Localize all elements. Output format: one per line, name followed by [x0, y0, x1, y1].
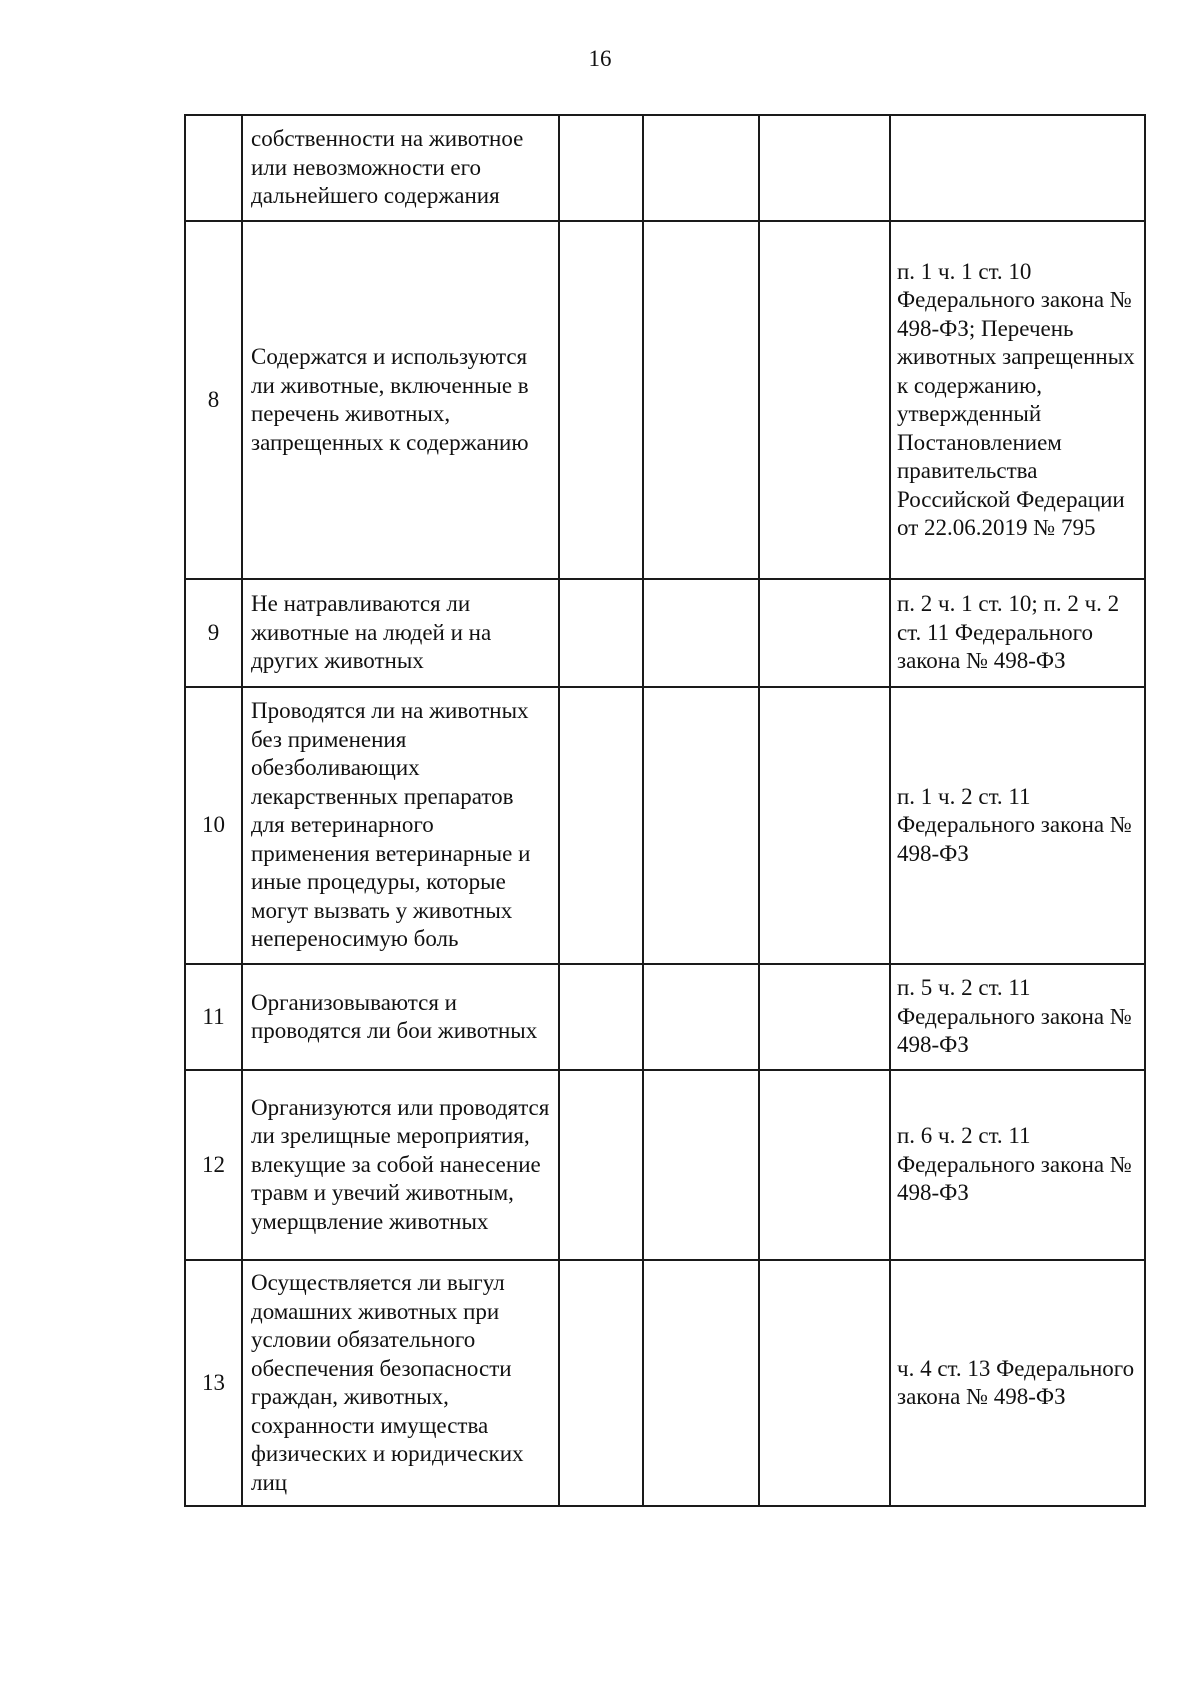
legal-basis: ч. 4 ст. 13 Федерального закона № 498-ФЗ [890, 1260, 1145, 1506]
legal-basis: п. 1 ч. 2 ст. 11 Федерального закона № 498-ФЗ [890, 687, 1145, 964]
answer-yes-cell [559, 964, 643, 1070]
answer-na-cell [759, 221, 890, 579]
answer-yes-cell [559, 579, 643, 687]
legal-basis: п. 5 ч. 2 ст. 11 Федерального закона № 498-ФЗ [890, 964, 1145, 1070]
page-number: 16 [588, 46, 612, 71]
table-row [185, 687, 1145, 964]
answer-na-cell [759, 964, 890, 1070]
table-row [185, 579, 1145, 687]
row-number: 9 [185, 579, 242, 687]
legal-basis: п. 6 ч. 2 ст. 11 Федерального закона № 498-ФЗ [890, 1070, 1145, 1260]
requirement-text: Осуществляется ли выгул домашних животных при условии обязательного обеспечения безопасности граждан, животных, сохранности имущества физических и юридических лиц [242, 1260, 559, 1506]
answer-yes-cell [559, 687, 643, 964]
answer-yes-cell [559, 1070, 643, 1260]
legal-basis: п. 1 ч. 1 ст. 10 Федерального закона № 498-ФЗ; Перечень животных запрещенных к содержанию, утвержденный Постановлением правительства Российской Федерации от 22.06.2019 № 795 [890, 221, 1145, 579]
answer-no-cell [643, 687, 759, 964]
table-row [185, 221, 1145, 579]
row-number: 13 [185, 1260, 242, 1506]
answer-no-cell [643, 115, 759, 221]
legal-basis [890, 115, 1145, 221]
row-number: 12 [185, 1070, 242, 1260]
answer-no-cell [643, 1070, 759, 1260]
requirement-text: собственности на животное или невозможности его дальнейшего содержания [242, 115, 559, 221]
answer-no-cell [643, 221, 759, 579]
answer-yes-cell [559, 221, 643, 579]
row-number: 11 [185, 964, 242, 1070]
legal-basis: п. 2 ч. 1 ст. 10; п. 2 ч. 2 ст. 11 Федерального закона № 498-ФЗ [890, 579, 1145, 687]
answer-no-cell [643, 579, 759, 687]
answer-na-cell [759, 1070, 890, 1260]
answer-na-cell [759, 115, 890, 221]
requirement-text: Содержатся и используются ли животные, включенные в перечень животных, запрещенных к содержанию [242, 221, 559, 579]
table-row [185, 115, 1145, 221]
row-number: 10 [185, 687, 242, 964]
row-number: 8 [185, 221, 242, 579]
answer-yes-cell [559, 115, 643, 221]
checklist-table [184, 114, 1146, 1507]
requirement-text: Проводятся ли на животных без применения обезболивающих лекарственных препаратов для ветеринарного применения ветеринарные и иные процедуры, которые могут вызвать у животных непереносимую боль [242, 687, 559, 964]
table-row [185, 964, 1145, 1070]
row-number [185, 115, 242, 221]
requirement-text: Не натравливаются ли животные на людей и на других животных [242, 579, 559, 687]
requirement-text: Организовываются и проводятся ли бои животных [242, 964, 559, 1070]
answer-na-cell [759, 579, 890, 687]
answer-yes-cell [559, 1260, 643, 1506]
table-row [185, 1070, 1145, 1260]
answer-na-cell [759, 1260, 890, 1506]
answer-no-cell [643, 964, 759, 1070]
requirement-text: Организуются или проводятся ли зрелищные мероприятия, влекущие за собой нанесение травм и увечий животным, умерщвление животных [242, 1070, 559, 1260]
answer-no-cell [643, 1260, 759, 1506]
answer-na-cell [759, 687, 890, 964]
table-row [185, 1260, 1145, 1506]
